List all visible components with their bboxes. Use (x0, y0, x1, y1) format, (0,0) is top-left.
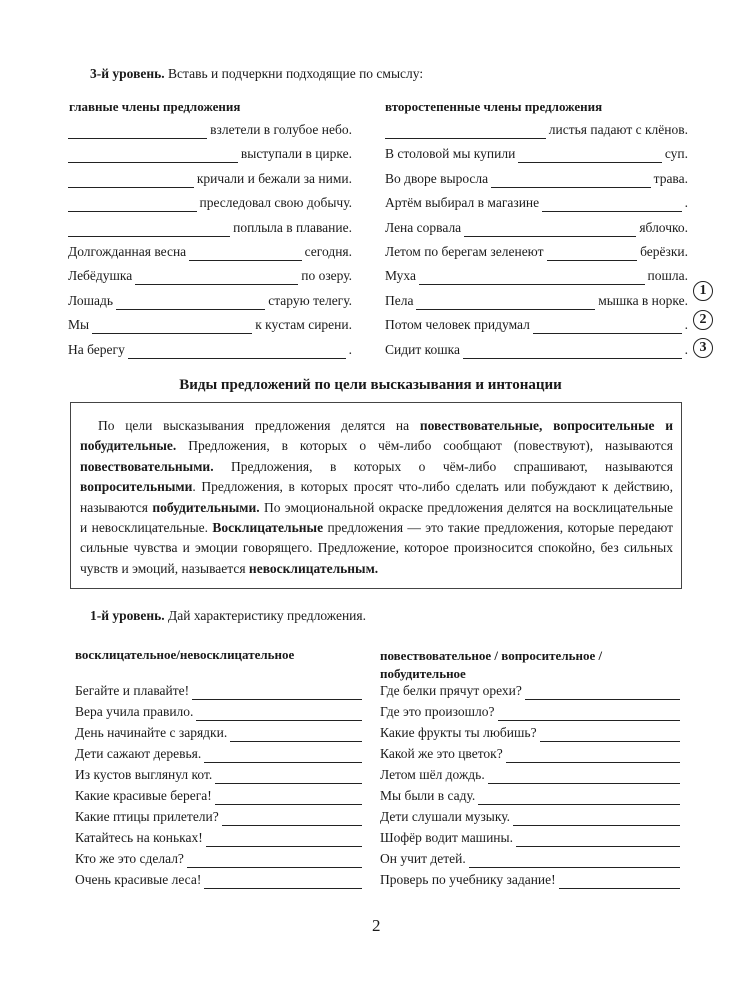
rule-text-segment: Предложения, в которых о чём-либо спрашивают, называются (213, 458, 673, 474)
rule-term: невосклицательным. (248, 560, 379, 576)
answer-blank[interactable] (498, 707, 681, 721)
task1-level: 1-й уровень. (90, 608, 165, 623)
task3-level: 3-й уровень. (90, 66, 165, 81)
row-text-after: листья падают с клёнов. (548, 122, 688, 137)
characterize-row (75, 724, 365, 742)
row-text-before: Мы (68, 317, 90, 333)
row-text-after: . (684, 341, 688, 357)
characterize-row (380, 766, 683, 784)
row-text-after: старую телегу. (268, 292, 352, 308)
answer-blank[interactable] (215, 770, 362, 784)
row-text-before: Во дворе выросла (385, 170, 489, 186)
answer-blank[interactable] (187, 854, 362, 868)
rule-text-segment: По эмоциональной окраске предложения делятся на восклицательные и невосклицательные. (80, 499, 674, 536)
answer-blank[interactable] (488, 770, 680, 784)
answer-blank[interactable] (196, 707, 362, 721)
fill-in-row (68, 121, 352, 139)
row-text-before: Лошадь (68, 292, 113, 308)
sentence-text: Какие фрукты ты любишь? (380, 725, 537, 740)
fill-in-row (385, 219, 688, 237)
answer-blank[interactable] (491, 174, 650, 188)
fill-in-row (385, 316, 688, 334)
difficulty-mark-3: 3 (693, 338, 713, 358)
characterize-row (75, 829, 365, 847)
answer-blank[interactable] (542, 198, 681, 212)
row-text-after: взлетели в голубое небо. (210, 122, 352, 137)
row-text-after: . (684, 195, 688, 211)
row-text-before: Потом человек придумал (385, 317, 530, 333)
answer-blank[interactable] (518, 149, 662, 163)
row-text-after: яблочко. (639, 219, 688, 235)
sentence-text: Какие птицы прилетели? (75, 809, 219, 824)
characterize-row (75, 703, 365, 721)
row-text-before: Лебёдушка (68, 268, 133, 284)
fill-in-row (68, 316, 352, 334)
answer-blank[interactable] (469, 854, 680, 868)
row-text-after: мышка в норке. (598, 292, 688, 308)
characterize-row (380, 787, 683, 805)
fill-in-row (385, 170, 688, 188)
answer-blank[interactable] (68, 174, 194, 188)
rule-term: повествовательными. (80, 458, 214, 474)
characterize-row (75, 682, 365, 700)
characterize-row (380, 745, 683, 763)
sentence-text: Какие красивые берега! (75, 788, 212, 803)
sentence-text: Какой же это цветок? (380, 746, 503, 761)
task3-heading (90, 66, 423, 82)
row-text-before: Муха (385, 268, 416, 284)
fill-in-row (385, 145, 688, 163)
rule-text-segment: Предложения, в которых о чём-либо сообщают (повествуют), называются (176, 438, 673, 454)
fill-in-row (385, 194, 688, 212)
characterize-row (380, 682, 683, 700)
answer-blank[interactable] (68, 223, 230, 237)
answer-blank[interactable] (506, 749, 680, 763)
rule-term: побудительными. (152, 499, 260, 515)
fill-in-row (385, 243, 688, 261)
task1-heading (90, 608, 366, 624)
sentence-text: Проверь по учебнику задание! (380, 872, 556, 887)
answer-blank[interactable] (540, 728, 680, 742)
row-text-after: . (348, 341, 352, 357)
sentence-text: День начинайте с зарядки. (75, 725, 228, 740)
row-text-before: Артём выбирал в магазине (385, 195, 540, 211)
answer-blank[interactable] (135, 271, 298, 285)
answer-blank[interactable] (68, 198, 197, 212)
answer-blank[interactable] (116, 296, 265, 310)
task1-right-header: повествовательное / вопросительное / побудительное (380, 648, 603, 681)
answer-blank[interactable] (215, 791, 362, 805)
task3-instruction: Вставь и подчеркни подходящие по смыслу: (168, 66, 424, 81)
row-text-before: Лена сорвала (385, 219, 462, 235)
fill-in-row (385, 292, 688, 310)
answer-blank[interactable] (513, 812, 680, 826)
rule-term: повествовательные, вопросительные и побудительные. (80, 418, 673, 454)
sentence-text: Бегайте и плавайте! (75, 683, 190, 698)
sentence-text: Летом шёл дождь. (380, 767, 485, 782)
characterize-row (380, 703, 683, 721)
fill-in-row (68, 267, 352, 285)
rule-text (80, 416, 673, 579)
rule-box (70, 402, 682, 589)
sentence-text: Где белки прячут орехи? (380, 683, 522, 698)
sentence-text: Где это произошло? (380, 704, 495, 719)
characterize-row (75, 850, 365, 868)
task3-right-header: второстепенные члены предложения (385, 99, 603, 114)
sentence-text: Шофёр водит машины. (380, 830, 513, 845)
answer-blank[interactable] (559, 875, 680, 889)
answer-blank[interactable] (478, 791, 680, 805)
row-text-after: по озеру. (301, 268, 352, 284)
answer-blank[interactable] (68, 149, 238, 163)
characterize-row (75, 787, 365, 805)
sentence-text: Очень красивые леса! (75, 872, 202, 887)
fill-in-row (385, 341, 688, 359)
fill-in-row (68, 170, 352, 188)
difficulty-mark-2: 2 (693, 310, 713, 330)
answer-blank[interactable] (463, 345, 682, 359)
fill-in-row (385, 121, 688, 139)
answer-blank[interactable] (128, 345, 346, 359)
answer-blank[interactable] (416, 296, 595, 310)
answer-blank[interactable] (385, 125, 546, 139)
answer-blank[interactable] (204, 749, 362, 763)
fill-in-row (68, 219, 352, 237)
row-text-after: трава. (653, 170, 688, 186)
row-text-before: На берегу (68, 341, 125, 357)
characterize-row (380, 850, 683, 868)
answer-blank[interactable] (419, 271, 645, 285)
fill-in-row (68, 341, 352, 359)
task3-left-header: главные члены предложения (69, 99, 241, 114)
fill-in-row (68, 243, 352, 261)
characterize-row (75, 808, 365, 826)
characterize-row (75, 745, 365, 763)
row-text-after: суп. (664, 146, 688, 162)
section-title: Виды предложений по цели высказывания и интонации (179, 377, 562, 393)
rule-text-segment: По цели высказывания предложения делятся на (98, 418, 420, 433)
row-text-after: берёзки. (640, 244, 688, 259)
page-number: 2 (372, 916, 381, 935)
sentence-text: Дети слушали музыку. (380, 809, 511, 824)
answer-blank[interactable] (192, 686, 362, 700)
row-text-before: Сидит кошка (385, 341, 460, 357)
answer-blank[interactable] (533, 320, 682, 334)
fill-in-row (385, 267, 688, 285)
answer-blank[interactable] (516, 833, 680, 847)
characterize-row (75, 766, 365, 784)
sentence-text: Он учит детей. (380, 851, 466, 866)
answer-blank[interactable] (189, 247, 301, 261)
rule-text-segment: . Предложения, в которых просят что-либо сделать или побуждают к действию, называются (80, 479, 673, 515)
characterize-row (380, 808, 683, 826)
row-text-after: выступали в цирке. (240, 146, 352, 162)
row-text-before: Пела (385, 292, 414, 308)
task1-left-header: восклицательное/невосклицательное (75, 647, 295, 662)
answer-blank[interactable] (230, 728, 362, 742)
answer-blank[interactable] (68, 125, 207, 139)
fill-in-row (68, 194, 352, 212)
row-text-after: . (684, 317, 688, 333)
row-text-before: Летом по берегам зеленеют (385, 244, 544, 259)
sentence-text: Катайтесь на коньках! (75, 830, 203, 845)
sentence-text: Мы были в саду. (380, 788, 476, 803)
row-text-before: В столовой мы купили (385, 146, 516, 162)
answer-blank[interactable] (525, 686, 680, 700)
answer-blank[interactable] (92, 320, 252, 334)
characterize-row (380, 871, 683, 889)
fill-in-row (68, 292, 352, 310)
row-text-before: Долгожданная весна (68, 244, 187, 259)
row-text-after: сегодня. (304, 244, 352, 259)
characterize-row (380, 724, 683, 742)
sentence-text: Дети сажают деревья. (75, 746, 202, 761)
row-text-after: поплыла в плавание. (233, 219, 352, 235)
row-text-after: пошла. (647, 268, 688, 284)
characterize-row (380, 829, 683, 847)
row-text-after: преследовал свою добычу. (199, 195, 352, 211)
rule-term: Восклицательные (212, 520, 324, 536)
answer-blank[interactable] (464, 223, 636, 237)
row-text-after: кричали и бежали за ними. (196, 170, 352, 186)
answer-blank[interactable] (222, 812, 362, 826)
fill-in-row (68, 145, 352, 163)
sentence-text: Вера учила правило. (75, 704, 194, 719)
task1-instruction: Дай характеристику предложения. (168, 608, 366, 623)
rule-text-segment: предложения — это такие предложения, которые передают сильные чувства и эмоции говорящего. Предложение, которое произносится спокойно, без сильных чувств и эмоций, называется (80, 520, 673, 576)
answer-blank[interactable] (204, 875, 362, 889)
sentence-text: Из кустов выглянул кот. (75, 767, 213, 782)
row-text-after: к кустам сирени. (255, 317, 352, 333)
difficulty-mark-1: 1 (693, 281, 713, 301)
answer-blank[interactable] (547, 247, 638, 261)
characterize-row (75, 871, 365, 889)
rule-term: вопросительными (80, 479, 193, 495)
answer-blank[interactable] (206, 833, 362, 847)
sentence-text: Кто же это сделал? (75, 851, 184, 866)
